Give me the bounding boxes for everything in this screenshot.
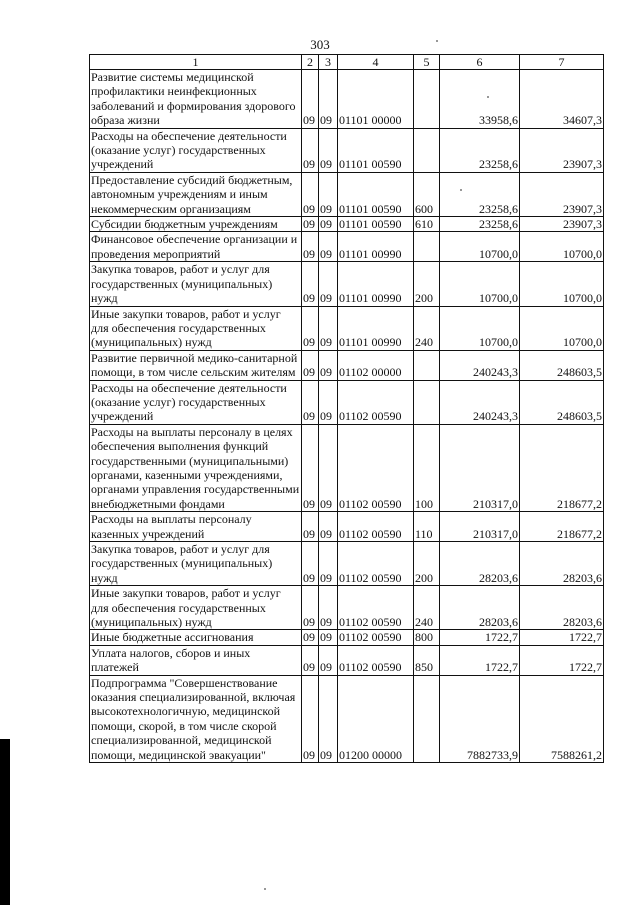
amount-year-1: 240243,3 [440,380,520,424]
item-name: Иные бюджетные ассигнования [90,630,302,645]
amount-year-2: 10700,0 [520,306,604,350]
scan-speck [460,189,462,191]
section-code: 09 [302,350,319,380]
item-name: Расходы на обеспечение деятельности (оказание услуг) государственных учреждений [90,128,302,172]
item-name: Предоставление субсидий бюджетным, автономным учреждениям и иным некоммерческим организациям [90,172,302,216]
table-row [90,675,604,762]
subsection-code: 09 [319,512,338,542]
subsection-code: 09 [319,172,338,216]
section-code: 09 [302,262,319,306]
table-row [90,232,604,262]
table-row [90,70,604,129]
subsection-code: 09 [319,128,338,172]
item-name: Иные закупки товаров, работ и услуг для обеспечения государственных (муниципальных) нужд [90,586,302,630]
subsection-code: 09 [319,380,338,424]
amount-year-1: 28203,6 [440,586,520,630]
amount-year-2: 34607,3 [520,70,604,129]
section-code: 09 [302,542,319,586]
amount-year-1: 7882733,9 [440,675,520,762]
amount-year-1: 1722,7 [440,630,520,645]
item-name: Развитие первичной медико-санитарной помощи, в том числе сельским жителям [90,350,302,380]
table-row [90,586,604,630]
target-article-code: 01101 00990 [338,232,414,262]
item-name: Расходы на выплаты персоналу казенных учреждений [90,512,302,542]
section-code: 09 [302,424,319,511]
amount-year-1: 10700,0 [440,262,520,306]
subsection-code: 09 [319,645,338,675]
target-article-code: 01102 00000 [338,350,414,380]
subsection-code: 09 [319,542,338,586]
amount-year-1: 23258,6 [440,217,520,232]
scan-speck [487,96,489,98]
table-row [90,262,604,306]
column-header: 2 [302,55,319,70]
column-header: 1 [90,55,302,70]
section-code: 09 [302,172,319,216]
subsection-code: 09 [319,232,338,262]
item-name: Закупка товаров, работ и услуг для государственных (муниципальных) нужд [90,542,302,586]
target-article-code: 01101 00990 [338,306,414,350]
table-header-row [90,55,604,70]
expense-type-code: 240 [414,306,440,350]
subsection-code: 09 [319,262,338,306]
section-code: 09 [302,306,319,350]
target-article-code: 01102 00590 [338,645,414,675]
amount-year-2: 10700,0 [520,232,604,262]
item-name: Закупка товаров, работ и услуг для государственных (муниципальных) нужд [90,262,302,306]
table-row [90,424,604,511]
subsection-code: 09 [319,586,338,630]
amount-year-2: 1722,7 [520,645,604,675]
section-code: 09 [302,128,319,172]
target-article-code: 01101 00000 [338,70,414,129]
subsection-code: 09 [319,217,338,232]
amount-year-1: 240243,3 [440,350,520,380]
target-article-code: 01101 00590 [338,217,414,232]
table-row [90,350,604,380]
expense-type-code [414,232,440,262]
expense-type-code: 850 [414,645,440,675]
expense-type-code [414,128,440,172]
item-name: Расходы на выплаты персоналу в целях обеспечения выполнения функций государственными (муниципальными) органами, казенными учреждениями, органами управления государственными внебюджетными фондами [90,424,302,511]
subsection-code: 09 [319,350,338,380]
item-name: Иные закупки товаров, работ и услуг для обеспечения государственных (муниципальных) нужд [90,306,302,350]
amount-year-2: 7588261,2 [520,675,604,762]
item-name: Расходы на обеспечение деятельности (оказание услуг) государственных учреждений [90,380,302,424]
subsection-code: 09 [319,70,338,129]
page-number: 303 [310,37,330,52]
amount-year-2: 23907,3 [520,217,604,232]
table-row [90,542,604,586]
expense-type-code [414,380,440,424]
scan-speck [264,888,266,890]
target-article-code: 01102 00590 [338,380,414,424]
subsection-code: 09 [319,306,338,350]
expense-type-code: 610 [414,217,440,232]
target-article-code: 01102 00590 [338,586,414,630]
amount-year-2: 28203,6 [520,586,604,630]
scan-edge-bar [0,739,10,905]
scan-speck [436,40,438,42]
section-code: 09 [302,645,319,675]
expense-type-code: 200 [414,262,440,306]
target-article-code: 01101 00590 [338,172,414,216]
amount-year-2: 248603,5 [520,380,604,424]
subsection-code: 09 [319,675,338,762]
section-code: 09 [302,217,319,232]
expense-type-code: 800 [414,630,440,645]
section-code: 09 [302,232,319,262]
expense-type-code: 100 [414,424,440,511]
amount-year-2: 218677,2 [520,424,604,511]
section-code: 09 [302,675,319,762]
column-header: 5 [414,55,440,70]
target-article-code: 01101 00590 [338,128,414,172]
expense-type-code: 200 [414,542,440,586]
expense-type-code: 240 [414,586,440,630]
amount-year-1: 210317,0 [440,424,520,511]
item-name: Подпрограмма "Совершенствование оказания специализированной, включая высокотехнологичную, медицинской помощи, скорой, в том числе скорой специализированной, медицинской помощи, медицинской эвакуации" [90,675,302,762]
target-article-code: 01102 00590 [338,542,414,586]
table-row [90,217,604,232]
table-row [90,630,604,645]
subsection-code: 09 [319,630,338,645]
table-row [90,645,604,675]
column-header: 3 [319,55,338,70]
amount-year-1: 28203,6 [440,542,520,586]
item-name: Развитие системы медицинской профилактики неинфекционных заболеваний и формирования здорового образа жизни [90,70,302,129]
amount-year-2: 1722,7 [520,630,604,645]
section-code: 09 [302,586,319,630]
expense-type-code [414,350,440,380]
budget-table [89,54,604,763]
amount-year-1: 23258,6 [440,172,520,216]
expense-type-code: 600 [414,172,440,216]
expense-type-code [414,675,440,762]
amount-year-1: 10700,0 [440,306,520,350]
amount-year-2: 23907,3 [520,128,604,172]
amount-year-1: 1722,7 [440,645,520,675]
target-article-code: 01101 00990 [338,262,414,306]
column-header: 7 [520,55,604,70]
amount-year-2: 218677,2 [520,512,604,542]
target-article-code: 01102 00590 [338,630,414,645]
table-row [90,128,604,172]
target-article-code: 01200 00000 [338,675,414,762]
item-name: Уплата налогов, сборов и иных платежей [90,645,302,675]
amount-year-2: 28203,6 [520,542,604,586]
amount-year-1: 33958,6 [440,70,520,129]
expense-type-code [414,70,440,129]
target-article-code: 01102 00590 [338,512,414,542]
column-header: 4 [338,55,414,70]
amount-year-2: 23907,3 [520,172,604,216]
section-code: 09 [302,380,319,424]
section-code: 09 [302,630,319,645]
expense-type-code: 110 [414,512,440,542]
amount-year-2: 10700,0 [520,262,604,306]
table-row [90,172,604,216]
section-code: 09 [302,70,319,129]
amount-year-2: 248603,5 [520,350,604,380]
target-article-code: 01102 00590 [338,424,414,511]
subsection-code: 09 [319,424,338,511]
section-code: 09 [302,512,319,542]
column-header: 6 [440,55,520,70]
item-name: Финансовое обеспечение организации и проведения мероприятий [90,232,302,262]
table-row [90,512,604,542]
item-name: Субсидии бюджетным учреждениям [90,217,302,232]
amount-year-1: 23258,6 [440,128,520,172]
table-row [90,306,604,350]
amount-year-1: 10700,0 [440,232,520,262]
amount-year-1: 210317,0 [440,512,520,542]
table-row [90,380,604,424]
